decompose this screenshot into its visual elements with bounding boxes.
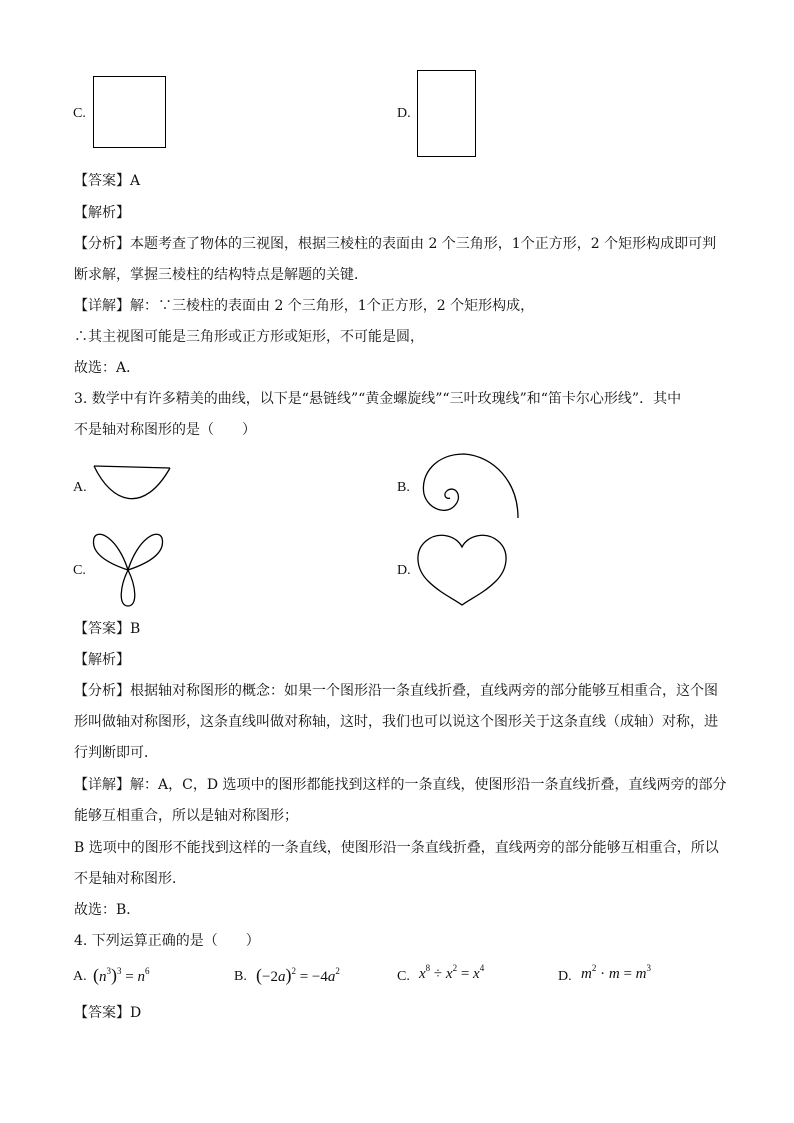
q3-fenxi-line-3: 行判断即可．	[74, 745, 158, 761]
q4-option-b-label: B.	[234, 969, 247, 984]
q2-choose: 故选：A．	[74, 360, 141, 376]
q3-option-c-label: C.	[73, 563, 86, 578]
q2-xiangjie-line-2: ∴其主视图可能是三角形或正方形或矩形，不可能是圆，	[74, 329, 424, 345]
q3-stem-line-1: 3. 数学中有许多精美的曲线，以下是“悬链线”“黄金螺旋线”“三叶玫瑰线”和“笛卡尔心形线”．其中	[74, 391, 682, 407]
q3-choose: 故选：B．	[74, 902, 141, 918]
q3-analysis-heading: 【解析】	[74, 652, 130, 668]
q2-fenxi-line-2: 断求解，掌握三棱柱的结构特点是解题的关键．	[74, 267, 368, 283]
q3-stem-line-2: 不是轴对称图形的是（ ）	[74, 422, 256, 438]
q3-option-b-golden-spiral-figure	[414, 452, 524, 524]
q2-answer: 【答案】A	[74, 173, 141, 189]
q3-fenxi-line-1: 【分析】根据轴对称图形的概念：如果一个图形沿一条直线折叠，直线两旁的部分能够互相重合，这个图	[74, 683, 718, 699]
q3-xiangjie-line-3: B 选项中的图形不能找到这样的一条直线，使图形沿一条直线折叠，直线两旁的部分能够互相重合，所以	[74, 840, 719, 856]
q4-option-c-formula: $x^8 \div x^2 = x^4$	[419, 963, 485, 982]
q4-option-c-label: C.	[397, 969, 410, 984]
q3-answer: 【答案】B	[74, 621, 141, 637]
q4-option-a-label: A.	[73, 969, 87, 984]
q4-option-b-formula: $(-2a)^2 = -4a^2$	[256, 965, 340, 985]
q4-option-d-formula: $m^2 \cdot m = m^3$	[581, 963, 651, 982]
q3-xiangjie-line-1: 【详解】解：A，C，D 选项中的图形都能找到这样的一条直线，使图形沿一条直线折叠，直线两旁的部分	[74, 777, 727, 793]
q3-option-d-cardioid-heart-figure	[416, 533, 508, 608]
q3-fenxi-line-2: 形叫做轴对称图形，这条直线叫做对称轴，这时，我们也可以说这个图形关于这条直线（成轴）对称，进	[74, 714, 718, 730]
q2-option-d-rectangle-figure	[417, 70, 476, 157]
q2-option-c-label: C.	[73, 106, 86, 121]
q2-analysis-heading: 【解析】	[74, 205, 130, 221]
q3-xiangjie-line-4: 不是轴对称图形．	[74, 871, 186, 887]
q3-xiangjie-line-2: 能够互相重合，所以是轴对称图形；	[74, 808, 298, 824]
q4-option-d-label: D.	[558, 969, 572, 984]
q4-option-a-formula: $(n^3)^3 = n^6$	[93, 965, 150, 985]
q4-stem: 4. 下列运算正确的是（ ）	[74, 933, 260, 949]
q2-option-c-square-figure	[93, 76, 166, 148]
q2-option-d-label: D.	[397, 106, 411, 121]
q3-option-c-three-leaf-rose-figure	[90, 530, 170, 610]
q3-option-a-catenary-figure	[92, 464, 172, 514]
q3-option-d-label: D.	[397, 563, 411, 578]
q3-option-b-label: B.	[397, 480, 410, 495]
q3-option-a-label: A.	[73, 480, 87, 495]
q4-answer: 【答案】D	[74, 1005, 142, 1021]
q2-xiangjie-line-1: 【详解】解：∵三棱柱的表面由 2 个三角形，1个正方形，2 个矩形构成，	[74, 298, 535, 314]
q2-fenxi-line-1: 【分析】本题考查了物体的三视图，根据三棱柱的表面由 2 个三角形，1个正方形，2 个矩形构成即可判	[74, 236, 717, 252]
